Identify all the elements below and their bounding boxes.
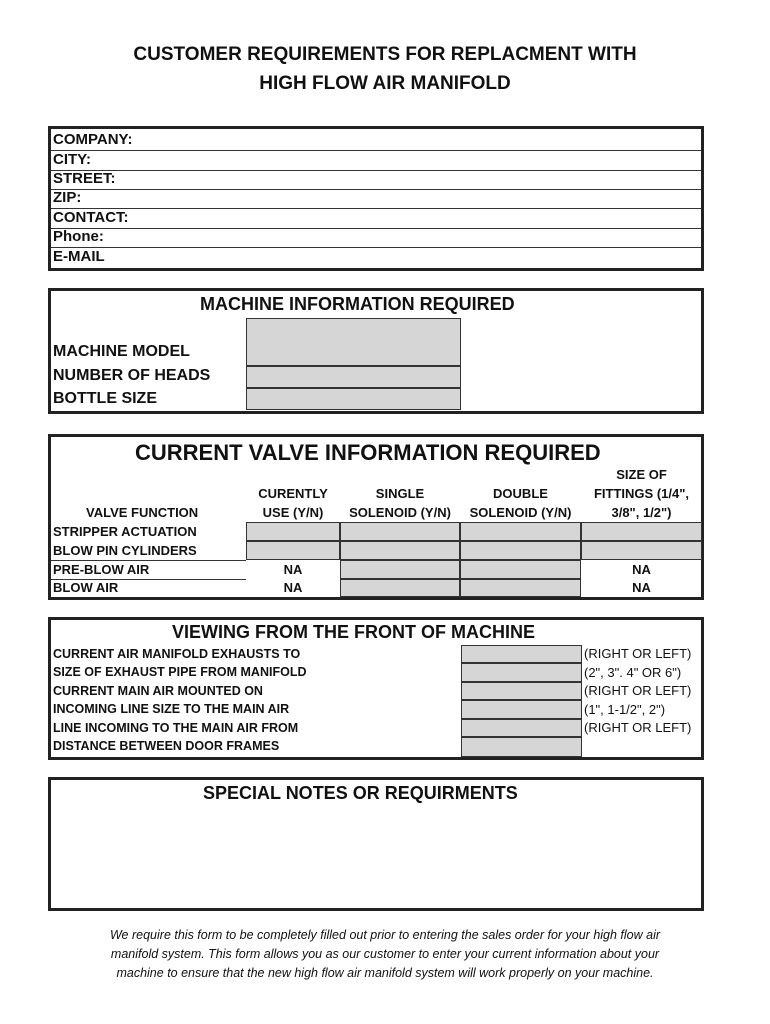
machine-heading: MACHINE INFORMATION REQUIRED <box>200 294 515 314</box>
preblow-double-input[interactable] <box>460 560 581 579</box>
company-field[interactable]: COMPANY: <box>53 131 133 148</box>
title-line-1: CUSTOMER REQUIREMENTS FOR REPLACMENT WITH <box>133 44 637 65</box>
bottle-size-label: BOTTLE SIZE <box>53 390 157 407</box>
blowpin-single-input[interactable] <box>340 541 460 560</box>
door-frame-distance-input[interactable] <box>461 737 582 757</box>
col-header-use-2: USE (Y/N) <box>262 505 324 520</box>
phone-field[interactable]: Phone: <box>53 228 104 245</box>
viewing-row-label: LINE INCOMING TO THE MAIN AIR FROM <box>53 721 299 735</box>
col-header-size-1: SIZE OF <box>616 467 667 482</box>
zip-field[interactable]: ZIP: <box>53 189 82 206</box>
col-header-size-3: 3/8", 1/2") <box>611 505 672 520</box>
viewing-row-hint: (RIGHT OR LEFT) <box>584 720 692 735</box>
viewing-row-label: CURRENT AIR MANIFOLD EXHAUSTS TO <box>53 647 301 661</box>
preblow-use-na: NA <box>283 562 303 577</box>
exhaust-pipe-size-input[interactable] <box>461 663 582 682</box>
blowair-double-input[interactable] <box>460 579 581 597</box>
stripper-size-input[interactable] <box>581 522 702 541</box>
viewing-row-label: CURRENT MAIN AIR MOUNTED ON <box>53 684 263 698</box>
col-header-use-1: CURENTLY <box>258 486 328 501</box>
title-line-2: HIGH FLOW AIR MANIFOLD <box>259 73 511 94</box>
valve-row-blowpin: BLOW PIN CYLINDERS <box>53 543 197 558</box>
viewing-row-hint: (1", 1-1/2", 2") <box>584 702 666 717</box>
stripper-use-input[interactable] <box>246 522 340 541</box>
col-header-size-2: FITTINGS (1/4", <box>593 486 689 501</box>
incoming-line-from-input[interactable] <box>461 719 582 737</box>
viewing-row-label: INCOMING LINE SIZE TO THE MAIN AIR <box>53 702 290 716</box>
viewing-row-label: DISTANCE BETWEEN DOOR FRAMES <box>53 739 280 753</box>
number-of-heads-label: NUMBER OF HEADS <box>53 367 211 384</box>
street-field[interactable]: STREET: <box>53 170 116 187</box>
viewing-row-hint: (2", 3". 4" OR 6") <box>584 665 682 680</box>
contact-field[interactable]: CONTACT: <box>53 209 129 226</box>
stripper-double-input[interactable] <box>460 522 581 541</box>
valve-row-blowair: BLOW AIR <box>53 580 119 595</box>
bottle-size-input[interactable] <box>246 388 461 410</box>
footer-line-1: We require this form to be completely filled out prior to entering the sales order for your high flow air <box>109 928 661 942</box>
blowpin-double-input[interactable] <box>460 541 581 560</box>
footer-note <box>40 926 730 983</box>
exhaust-side-input[interactable] <box>461 645 582 663</box>
stripper-single-input[interactable] <box>340 522 460 541</box>
page-title <box>0 40 770 98</box>
special-notes-heading: SPECIAL NOTES OR REQUIRMENTS <box>203 783 518 803</box>
blowair-size-na: NA <box>632 580 651 595</box>
incoming-line-size-input[interactable] <box>461 700 582 719</box>
blowair-use-na: NA <box>283 580 303 595</box>
valve-row-stripper: STRIPPER ACTUATION <box>53 524 197 539</box>
valve-heading: CURRENT VALVE INFORMATION REQUIRED <box>135 440 601 465</box>
col-header-single-2: SOLENOID (Y/N) <box>349 505 451 520</box>
col-header-function: VALVE FUNCTION <box>86 505 199 520</box>
preblow-single-input[interactable] <box>340 560 460 579</box>
blowpin-size-input[interactable] <box>581 541 702 560</box>
main-air-mount-input[interactable] <box>461 682 582 700</box>
customer-info-section <box>48 126 704 271</box>
city-field[interactable]: CITY: <box>53 151 92 168</box>
email-field[interactable]: E-MAIL <box>53 248 105 265</box>
viewing-row-hint: (RIGHT OR LEFT) <box>584 683 692 698</box>
footer-line-2: manifold system. This form allows you as our customer to enter your current information about your <box>110 947 660 961</box>
machine-model-input[interactable] <box>246 318 461 366</box>
viewing-row-hint: (RIGHT OR LEFT) <box>584 646 692 661</box>
viewing-row-label: SIZE OF EXHAUST PIPE FROM MANIFOLD <box>53 665 307 679</box>
blowair-single-input[interactable] <box>340 579 460 597</box>
number-of-heads-input[interactable] <box>246 366 461 388</box>
col-header-double-2: SOLENOID (Y/N) <box>469 505 572 520</box>
valve-row-preblow: PRE-BLOW AIR <box>53 562 150 577</box>
preblow-size-na: NA <box>632 562 651 577</box>
footer-line-3: machine to ensure that the new high flow air manifold system will work properly on your machine. <box>116 966 654 980</box>
machine-model-label: MACHINE MODEL <box>53 343 190 360</box>
col-header-single-1: SINGLE <box>375 486 425 501</box>
col-header-double-1: DOUBLE <box>493 486 548 501</box>
blowpin-use-input[interactable] <box>246 541 340 560</box>
viewing-heading: VIEWING FROM THE FRONT OF MACHINE <box>172 622 535 642</box>
